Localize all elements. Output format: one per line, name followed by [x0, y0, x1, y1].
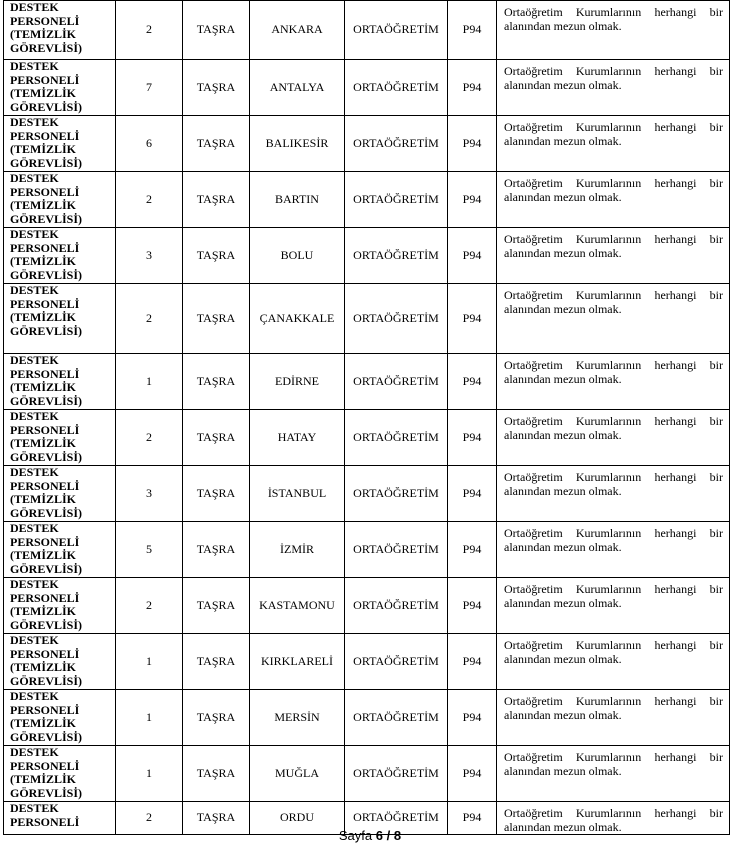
position-title-line: DESTEK: [10, 801, 59, 815]
position-title-line: DESTEK: [10, 521, 59, 535]
organization-unit: TAŞRA: [183, 284, 250, 354]
position-title-line: PERSONELİ: [10, 702, 80, 717]
position-title-line: (TEMİZLİK: [10, 380, 77, 395]
position-title-line: (TEMİZLİK: [10, 142, 77, 157]
position-title: [4, 172, 116, 228]
organization-unit: TAŞRA: [183, 690, 250, 746]
position-title-line: (TEMİZLİK: [10, 436, 77, 451]
position-title-line: GÖREVLİSİ): [10, 267, 83, 282]
education-level: ORTAÖĞRETİM: [345, 116, 448, 172]
education-level: ORTAÖĞRETİM: [345, 284, 448, 354]
organization-unit: TAŞRA: [183, 172, 250, 228]
qualification-code: P94: [448, 172, 497, 228]
city: MUĞLA: [250, 746, 345, 802]
position-title-line: GÖREVLİSİ): [10, 323, 83, 338]
organization-unit: TAŞRA: [183, 410, 250, 466]
position-title-line: (TEMİZLİK: [10, 254, 77, 269]
position-title-line: (TEMİZLİK: [10, 772, 77, 787]
qualification-code: P94: [448, 634, 497, 690]
table-row: [4, 410, 730, 466]
requirement: Ortaöğretim Kurumlarının herhangi bir alanından mezun olmak.: [497, 284, 730, 354]
education-level: ORTAÖĞRETİM: [345, 1, 448, 60]
position-title-line: (TEMİZLİK: [10, 27, 77, 42]
requirement: Ortaöğretim Kurumlarının herhangi bir alanından mezun olmak.: [497, 746, 730, 802]
qualification-code: P94: [448, 410, 497, 466]
position-title-line: GÖREVLİSİ): [10, 155, 83, 170]
education-level: ORTAÖĞRETİM: [345, 60, 448, 116]
position-count: 2: [116, 578, 183, 634]
position-count: 2: [116, 410, 183, 466]
education-level: ORTAÖĞRETİM: [345, 466, 448, 522]
position-count: 3: [116, 228, 183, 284]
organization-unit: TAŞRA: [183, 228, 250, 284]
city: HATAY: [250, 410, 345, 466]
position-title-line: DESTEK: [10, 353, 59, 367]
city: İZMİR: [250, 522, 345, 578]
requirement: Ortaöğretim Kurumlarının herhangi bir alanından mezun olmak.: [497, 466, 730, 522]
position-count: 2: [116, 802, 183, 835]
position-title-line: PERSONELİ: [10, 296, 80, 311]
position-title: [4, 522, 116, 578]
table-row: [4, 746, 730, 802]
requirement: Ortaöğretim Kurumlarının herhangi bir alanından mezun olmak.: [497, 228, 730, 284]
position-title-line: GÖREVLİSİ): [10, 729, 83, 744]
position-title: [4, 228, 116, 284]
qualification-code: P94: [448, 228, 497, 284]
qualification-code: P94: [448, 578, 497, 634]
requirement: Ortaöğretim Kurumlarının herhangi bir alanından mezun olmak.: [497, 634, 730, 690]
total-pages: 8: [393, 828, 402, 843]
position-title-line: PERSONELİ: [10, 13, 80, 28]
position-title-line: PERSONELİ: [10, 478, 80, 493]
city: KIRKLARELİ: [250, 634, 345, 690]
qualification-code: P94: [448, 802, 497, 835]
position-title-line: (TEMİZLİK: [10, 86, 77, 101]
position-title-line: GÖREVLİSİ): [10, 393, 83, 408]
requirement: Ortaöğretim Kurumlarının herhangi bir alanından mezun olmak.: [497, 354, 730, 410]
position-title-line: GÖREVLİSİ): [10, 211, 83, 226]
position-title-line: PERSONELİ: [10, 590, 80, 605]
position-title-line: GÖREVLİSİ): [10, 617, 83, 632]
table-row: [4, 228, 730, 284]
requirement: Ortaöğretim Kurumlarının herhangi bir alanından mezun olmak.: [497, 578, 730, 634]
requirement: Ortaöğretim Kurumlarının herhangi bir alanından mezun olmak.: [497, 410, 730, 466]
page-number: [0, 828, 740, 843]
education-level: ORTAÖĞRETİM: [345, 802, 448, 835]
city: KASTAMONU: [250, 578, 345, 634]
education-level: ORTAÖĞRETİM: [345, 578, 448, 634]
position-title-line: PERSONELİ: [10, 184, 80, 199]
position-title-line: GÖREVLİSİ): [10, 99, 83, 114]
education-level: ORTAÖĞRETİM: [345, 634, 448, 690]
table-row: [4, 634, 730, 690]
table-row: [4, 522, 730, 578]
education-level: ORTAÖĞRETİM: [345, 172, 448, 228]
city: BOLU: [250, 228, 345, 284]
current-page: 6: [375, 828, 383, 843]
city: ÇANAKKALE: [250, 284, 345, 354]
table-row: [4, 354, 730, 410]
city: BARTIN: [250, 172, 345, 228]
position-title-line: DESTEK: [10, 283, 59, 297]
table-row: [4, 1, 730, 60]
position-title-line: DESTEK: [10, 59, 59, 73]
table-row: [4, 690, 730, 746]
position-count: 5: [116, 522, 183, 578]
position-count: 1: [116, 690, 183, 746]
positions-table: [3, 0, 730, 835]
position-title: [4, 578, 116, 634]
organization-unit: TAŞRA: [183, 522, 250, 578]
position-title-line: GÖREVLİSİ): [10, 785, 83, 800]
table-row: [4, 578, 730, 634]
position-title: [4, 746, 116, 802]
position-title: [4, 116, 116, 172]
qualification-code: P94: [448, 746, 497, 802]
table-row: [4, 116, 730, 172]
position-count: 7: [116, 60, 183, 116]
city: ANKARA: [250, 1, 345, 60]
position-title-line: DESTEK: [10, 227, 59, 241]
city: ANTALYA: [250, 60, 345, 116]
position-title-line: (TEMİZLİK: [10, 492, 77, 507]
position-count: 2: [116, 284, 183, 354]
table-row: [4, 466, 730, 522]
requirement: Ortaöğretim Kurumlarının herhangi bir alanından mezun olmak.: [497, 1, 730, 60]
position-title-line: DESTEK: [10, 577, 59, 591]
city: MERSİN: [250, 690, 345, 746]
position-title-line: PERSONELİ: [10, 240, 80, 255]
position-title: [4, 690, 116, 746]
table-row: [4, 60, 730, 116]
page-separator: /: [386, 828, 391, 843]
position-title-line: PERSONELİ: [10, 366, 80, 381]
city: EDİRNE: [250, 354, 345, 410]
position-title-line: (TEMİZLİK: [10, 716, 77, 731]
city: ORDU: [250, 802, 345, 835]
requirement: Ortaöğretim Kurumlarının herhangi bir alanından mezun olmak.: [497, 172, 730, 228]
position-title-line: PERSONELİ: [10, 758, 80, 773]
education-level: ORTAÖĞRETİM: [345, 354, 448, 410]
position-count: 2: [116, 172, 183, 228]
position-title-line: (TEMİZLİK: [10, 548, 77, 563]
requirement: Ortaöğretim Kurumlarının herhangi bir alanından mezun olmak.: [497, 522, 730, 578]
qualification-code: P94: [448, 466, 497, 522]
requirement: Ortaöğretim Kurumlarının herhangi bir alanından mezun olmak.: [497, 802, 730, 835]
position-count: 3: [116, 466, 183, 522]
page-label: Sayfa: [338, 828, 373, 843]
position-title-line: DESTEK: [10, 465, 59, 479]
education-level: ORTAÖĞRETİM: [345, 690, 448, 746]
qualification-code: P94: [448, 284, 497, 354]
qualification-code: P94: [448, 354, 497, 410]
requirement: Ortaöğretim Kurumlarının herhangi bir alanından mezun olmak.: [497, 690, 730, 746]
position-title-line: PERSONELİ: [10, 534, 80, 549]
education-level: ORTAÖĞRETİM: [345, 522, 448, 578]
position-title-line: DESTEK: [10, 689, 59, 703]
qualification-code: P94: [448, 690, 497, 746]
qualification-code: P94: [448, 60, 497, 116]
organization-unit: TAŞRA: [183, 354, 250, 410]
positions-table-body: [4, 1, 730, 835]
position-count: 1: [116, 634, 183, 690]
position-title-line: (TEMİZLİK: [10, 604, 77, 619]
position-count: 2: [116, 1, 183, 60]
position-title-line: PERSONELİ: [10, 422, 80, 437]
position-title-line: DESTEK: [10, 745, 59, 759]
position-title: [4, 60, 116, 116]
position-count: 1: [116, 746, 183, 802]
position-title-line: DESTEK: [10, 409, 59, 423]
position-title: [4, 284, 116, 354]
position-title-line: DESTEK: [10, 171, 59, 185]
position-title-line: (TEMİZLİK: [10, 198, 77, 213]
position-title-line: GÖREVLİSİ): [10, 449, 83, 464]
position-title: [4, 466, 116, 522]
position-title-line: GÖREVLİSİ): [10, 673, 83, 688]
education-level: ORTAÖĞRETİM: [345, 228, 448, 284]
organization-unit: TAŞRA: [183, 60, 250, 116]
organization-unit: TAŞRA: [183, 116, 250, 172]
organization-unit: TAŞRA: [183, 634, 250, 690]
table-row: [4, 172, 730, 228]
position-title: [4, 634, 116, 690]
position-title: [4, 410, 116, 466]
position-title-line: DESTEK: [10, 0, 59, 14]
position-title-line: GÖREVLİSİ): [10, 505, 83, 520]
position-title-line: GÖREVLİSİ): [10, 561, 83, 576]
organization-unit: TAŞRA: [183, 578, 250, 634]
position-title-line: DESTEK: [10, 633, 59, 647]
position-title-line: PERSONELİ: [10, 72, 80, 87]
education-level: ORTAÖĞRETİM: [345, 410, 448, 466]
qualification-code: P94: [448, 1, 497, 60]
organization-unit: TAŞRA: [183, 1, 250, 60]
organization-unit: TAŞRA: [183, 746, 250, 802]
city: BALIKESİR: [250, 116, 345, 172]
requirement: Ortaöğretim Kurumlarının herhangi bir alanından mezun olmak.: [497, 116, 730, 172]
position-title-line: DESTEK: [10, 115, 59, 129]
position-count: 1: [116, 354, 183, 410]
requirement: Ortaöğretim Kurumlarının herhangi bir alanından mezun olmak.: [497, 60, 730, 116]
position-title-line: PERSONELİ: [10, 814, 80, 829]
position-title-line: (TEMİZLİK: [10, 310, 77, 325]
position-title: [4, 1, 116, 60]
education-level: ORTAÖĞRETİM: [345, 746, 448, 802]
table-row: [4, 284, 730, 354]
position-title-line: GÖREVLİSİ): [10, 40, 83, 55]
qualification-code: P94: [448, 522, 497, 578]
organization-unit: TAŞRA: [183, 466, 250, 522]
qualification-code: P94: [448, 116, 497, 172]
position-title-line: (TEMİZLİK: [10, 660, 77, 675]
position-title-line: PERSONELİ: [10, 128, 80, 143]
position-title: [4, 354, 116, 410]
position-title-line: PERSONELİ: [10, 646, 80, 661]
city: İSTANBUL: [250, 466, 345, 522]
position-count: 6: [116, 116, 183, 172]
organization-unit: TAŞRA: [183, 802, 250, 835]
